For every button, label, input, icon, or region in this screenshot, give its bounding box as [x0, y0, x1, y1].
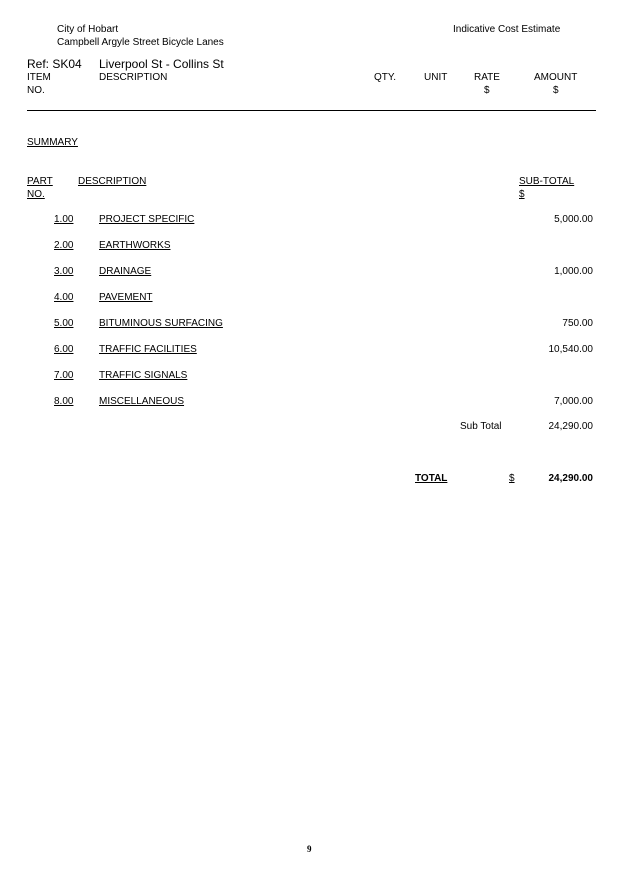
- total-value: 24,290.00: [548, 473, 593, 484]
- part-number: 1.00: [54, 214, 74, 225]
- summary-description-label: DESCRIPTION: [78, 176, 147, 187]
- part-amount: 7,000.00: [554, 396, 593, 407]
- part-description: MISCELLANEOUS: [99, 396, 185, 407]
- summary-row: [0, 292, 622, 306]
- summary-row: [0, 396, 622, 410]
- part-description: PAVEMENT: [99, 292, 153, 303]
- col-description-label: DESCRIPTION: [99, 72, 168, 83]
- part-description: BITUMINOUS SURFACING: [99, 318, 223, 329]
- part-number: 6.00: [54, 344, 74, 355]
- part-number: 4.00: [54, 292, 74, 303]
- col-qty-label: QTY.: [374, 72, 397, 83]
- part-description: TRAFFIC SIGNALS: [99, 370, 188, 381]
- subtotal-row: [0, 421, 622, 435]
- col-amount-label: AMOUNT: [534, 72, 578, 83]
- part-amount: 750.00: [562, 318, 593, 329]
- summary-part-label: PART: [27, 176, 53, 187]
- part-amount: 1,000.00: [554, 266, 593, 277]
- summary-part-no-label: NO.: [27, 189, 45, 200]
- subtotal-label: Sub Total: [460, 421, 502, 432]
- org-name: City of Hobart: [57, 24, 119, 35]
- document-type: Indicative Cost Estimate: [453, 24, 561, 35]
- reference-code: Ref: SK04: [27, 57, 82, 71]
- summary-row: [0, 318, 622, 332]
- location-title: Liverpool St - Collins St: [99, 57, 224, 71]
- part-number: 7.00: [54, 370, 74, 381]
- part-amount: 10,540.00: [548, 344, 593, 355]
- col-amount-currency: $: [553, 85, 559, 96]
- col-rate-label: RATE: [474, 72, 500, 83]
- summary-row: [0, 240, 622, 254]
- part-number: 8.00: [54, 396, 74, 407]
- part-description: PROJECT SPECIFIC: [99, 214, 195, 225]
- part-number: 5.00: [54, 318, 74, 329]
- summary-row: [0, 266, 622, 280]
- total-label: TOTAL: [415, 473, 448, 484]
- part-description: DRAINAGE: [99, 266, 152, 277]
- project-name: Campbell Argyle Street Bicycle Lanes: [57, 37, 224, 48]
- subtotal-value: 24,290.00: [548, 421, 593, 432]
- col-unit-label: UNIT: [424, 72, 448, 83]
- part-number: 3.00: [54, 266, 74, 277]
- summary-row: [0, 370, 622, 384]
- total-row: [0, 473, 622, 487]
- part-description: TRAFFIC FACILITIES: [99, 344, 197, 355]
- part-amount: 5,000.00: [554, 214, 593, 225]
- summary-subtotal-label: SUB-TOTAL: [519, 176, 575, 187]
- part-number: 2.00: [54, 240, 74, 251]
- col-item-label: ITEM: [27, 72, 51, 83]
- total-currency: $: [509, 473, 515, 484]
- col-item-no-label: NO.: [27, 85, 45, 96]
- part-description: EARTHWORKS: [99, 240, 171, 251]
- summary-subtotal-currency: $: [519, 189, 525, 200]
- header-divider: [27, 110, 596, 111]
- summary-row: [0, 344, 622, 358]
- summary-row: [0, 214, 622, 228]
- col-rate-currency: $: [484, 85, 490, 96]
- summary-title: SUMMARY: [27, 137, 78, 148]
- page-number: 9: [307, 844, 312, 854]
